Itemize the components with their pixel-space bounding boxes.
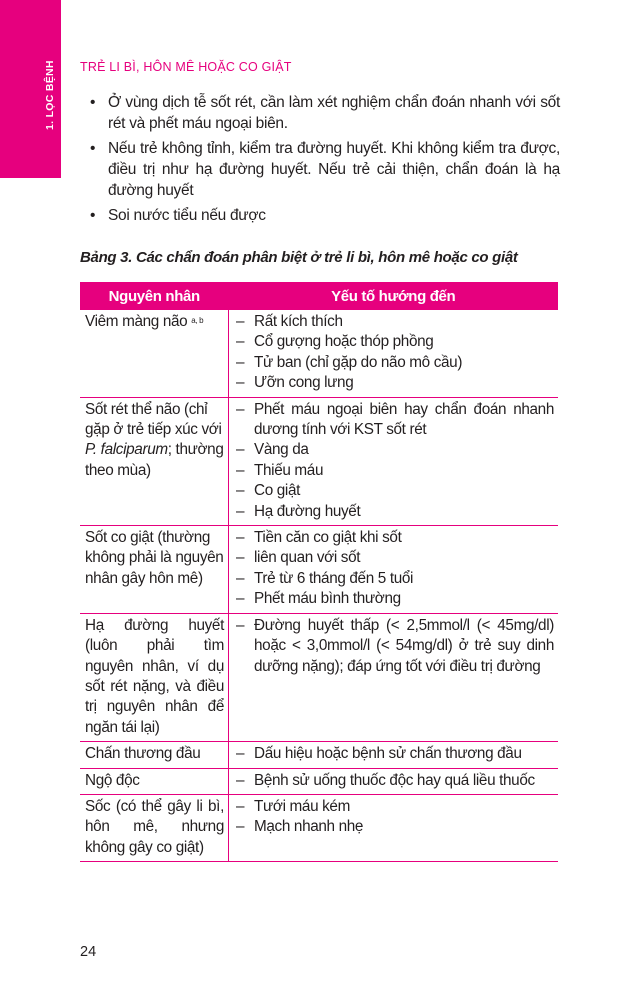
bullet-text: Nếu trẻ không tỉnh, kiểm tra đường huyết. Khi không kiểm tra được, điều trị như hạ đường huyết. Nếu trẻ cải thiện, chẩn đoán là hạ đường huyết <box>108 140 560 199</box>
cause-text: Hạ đường huyết (luôn phải tìm nguyên nhân, ví dụ sốt rét nặng, và điều trị nguyên nhân để ngăn tái lại) <box>85 616 224 736</box>
features-cell <box>229 613 559 741</box>
bullet-icon: • <box>90 94 96 111</box>
dash-icon: – <box>236 745 245 763</box>
dash-icon: – <box>236 549 245 567</box>
dash-icon: – <box>236 313 245 330</box>
feature-text: Cổ gượng hoặc thóp phồng <box>254 333 434 351</box>
features-cell <box>229 742 559 768</box>
feature-item <box>236 353 554 373</box>
feature-text: Tưới máu kém <box>254 797 350 815</box>
cause-cell <box>80 794 229 861</box>
table-row <box>80 742 558 768</box>
bullet-list <box>80 92 560 230</box>
cause-cell <box>80 397 229 525</box>
feature-item <box>236 744 554 764</box>
features-cell <box>229 310 559 397</box>
cause-cell <box>80 310 229 397</box>
bullet-item <box>80 92 560 134</box>
table-row <box>80 613 558 741</box>
feature-item <box>236 440 554 460</box>
feature-item <box>236 400 554 441</box>
dash-icon: – <box>236 771 245 789</box>
cause-footnote-marker: a, b <box>191 316 204 325</box>
cause-text-tail: ; thường theo mùa) <box>85 441 224 479</box>
feature-text: Co giật <box>254 482 301 500</box>
table-row <box>80 526 558 614</box>
dash-icon: – <box>236 797 245 815</box>
feature-item <box>236 569 554 589</box>
feature-text: Phết máu bình thường <box>254 590 401 608</box>
feature-text: Dấu hiệu hoặc bệnh sử chấn thương đầu <box>254 745 522 763</box>
feature-item <box>236 502 554 522</box>
feature-text: Ưỡn cong lưng <box>254 374 354 392</box>
feature-item <box>236 797 554 817</box>
dash-icon: – <box>236 461 245 479</box>
table-row <box>80 310 558 397</box>
feature-text: Thiếu máu <box>254 461 324 479</box>
bullet-item <box>80 205 560 226</box>
table-row <box>80 397 558 525</box>
cause-text: Sốc (có thể gây li bì, hôn mê, nhưng không gây co giật) <box>85 797 224 856</box>
feature-text: Vàng da <box>254 441 309 459</box>
features-cell <box>229 794 559 861</box>
feature-text: Phết máu ngoại biên hay chẩn đoán nhanh dương tính với KST sốt rét <box>254 400 554 439</box>
cause-text: Viêm màng não <box>85 313 192 330</box>
differential-diagnosis-table <box>80 282 558 862</box>
feature-text: Trẻ từ 6 tháng đến 5 tuổi <box>254 569 414 587</box>
feature-item <box>236 771 554 791</box>
bullet-text: Soi nước tiểu nếu được <box>108 207 266 224</box>
page-number: 24 <box>80 944 97 960</box>
feature-item <box>236 589 554 609</box>
feature-text: Tử ban (chỉ gặp do não mô cầu) <box>254 353 463 371</box>
cause-text: Chấn thương đầu <box>85 745 201 763</box>
feature-item <box>236 461 554 481</box>
dash-icon: – <box>236 400 245 418</box>
cause-italic-text: P. falciparum <box>85 441 168 459</box>
table-header-row <box>80 282 558 310</box>
feature-item <box>236 528 554 548</box>
feature-item <box>236 616 554 677</box>
dash-icon: – <box>236 333 245 351</box>
dash-icon: – <box>236 502 245 520</box>
feature-text: Bệnh sử uống thuốc độc hay quá liều thuốc <box>254 771 535 789</box>
feature-item <box>236 817 554 837</box>
cause-cell <box>80 613 229 741</box>
features-cell <box>229 397 559 525</box>
cause-text: Sốt rét thể não (chỉ gặp ở trẻ tiếp xúc với <box>85 400 222 439</box>
cause-text: Sốt co giật (thường không phải là nguyên nhân gây hôn mê) <box>85 529 224 587</box>
cause-cell <box>80 768 229 794</box>
dash-icon: – <box>236 482 245 500</box>
dash-icon: – <box>236 353 245 371</box>
dash-icon: – <box>236 590 245 608</box>
bullet-icon: • <box>90 140 96 157</box>
bullet-text: Ở vùng dịch tễ sốt rét, cần làm xét nghiệm chẩn đoán nhanh với sốt rét và phết máu ngoại biên. <box>108 94 560 132</box>
feature-item <box>236 312 554 332</box>
bullet-item <box>80 138 560 201</box>
feature-item <box>236 481 554 501</box>
header-cause: Nguyên nhân <box>80 282 229 310</box>
chapter-side-tab <box>0 0 61 178</box>
table-row <box>80 794 558 861</box>
feature-text: Đường huyết thấp (< 2,5mmol/l (< 45mg/dl) hoặc < 3,0mmol/l (< 54mg/dl) ở trẻ suy dinh dưỡng nặng); đáp ứng tốt với điều trị đường <box>254 616 554 675</box>
chapter-side-tab-label: 1. LỌC BỆNH <box>44 60 56 130</box>
dash-icon: – <box>236 529 245 547</box>
cause-cell <box>80 742 229 768</box>
feature-text: Hạ đường huyết <box>254 502 361 520</box>
dash-icon: – <box>236 818 245 836</box>
header-features: Yếu tố hướng đến <box>229 282 559 310</box>
dash-icon: – <box>236 441 245 459</box>
feature-text: Tiền căn co giật khi sốt <box>254 529 402 547</box>
dash-icon: – <box>236 569 245 587</box>
table-row <box>80 768 558 794</box>
feature-text: liên quan với sốt <box>254 549 361 567</box>
feature-item <box>236 332 554 352</box>
dash-icon: – <box>236 616 245 634</box>
section-title: TRẺ LI BÌ, HÔN MÊ HOẶC CO GIẬT <box>80 60 292 74</box>
feature-text: Mạch nhanh nhẹ <box>254 818 364 836</box>
dash-icon: – <box>236 374 245 392</box>
feature-item <box>236 548 554 568</box>
features-cell <box>229 768 559 794</box>
feature-text: Rất kích thích <box>254 313 343 330</box>
features-cell <box>229 526 559 614</box>
cause-text: Ngộ độc <box>85 771 140 789</box>
cause-cell <box>80 526 229 614</box>
feature-item <box>236 373 554 393</box>
table-caption: Bảng 3. Các chẩn đoán phân biệt ở trẻ li bì, hôn mê hoặc co giật <box>80 249 518 266</box>
bullet-icon: • <box>90 207 96 224</box>
